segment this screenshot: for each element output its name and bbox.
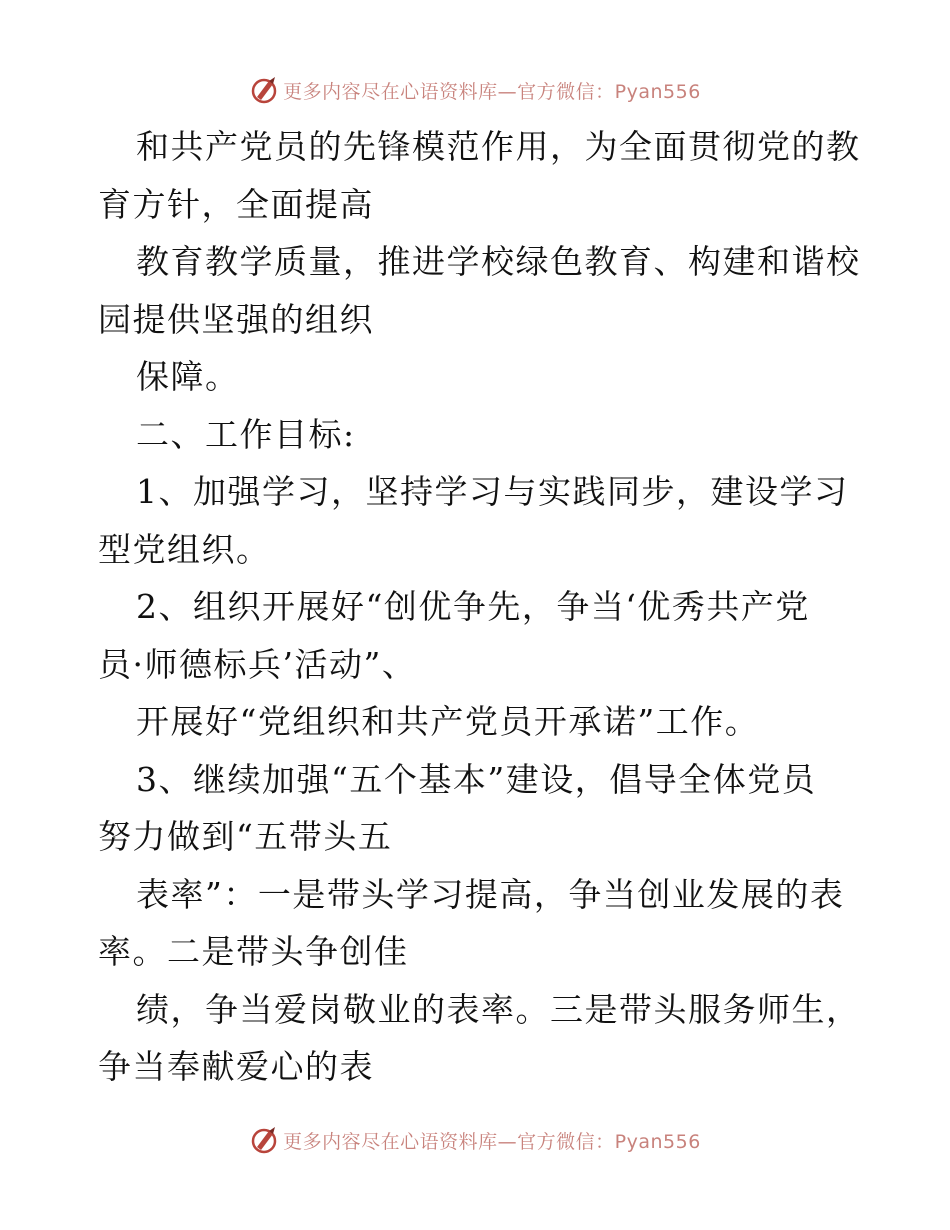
body-text-line: 率。二是带头争创佳 <box>98 932 409 971</box>
body-text-line: 二、工作目标: <box>136 414 356 454</box>
body-text-line: 保障。 <box>136 357 240 396</box>
pen-logo-icon <box>249 75 279 105</box>
header-watermark-text: 更多内容尽在心语资料库—官方微信：Pyan556 <box>283 80 701 103</box>
body-text-line: 园提供坚强的组织 <box>98 299 374 339</box>
document-body <box>98 118 861 1096</box>
body-text-line: 1、加强学习，坚持学习与实践同步，建设学习 <box>136 472 849 511</box>
body-text-line: 表率”：一是带头学习提高，争当创业发展的表 <box>136 874 845 914</box>
body-text-line: 和共产党员的先锋模范作用，为全面贯彻党的教 <box>136 127 861 166</box>
body-text-line: 教育教学质量，推进学校绿色教育、构建和谐校 <box>136 242 861 281</box>
pen-logo-icon <box>249 1125 279 1155</box>
body-text-line: 型党组织。 <box>98 529 271 569</box>
body-text-line: 育方针，全面提高 <box>98 184 374 224</box>
header-watermark <box>0 70 950 110</box>
body-text-line: 开展好“党组织和共产党员开承诺”工作。 <box>136 702 760 741</box>
footer-watermark-text: 更多内容尽在心语资料库—官方微信：Pyan556 <box>283 1130 701 1153</box>
body-text-line: 绩，争当爱岗敬业的表率。三是带头服务师生， <box>136 989 861 1029</box>
body-text-line: 3、继续加强“五个基本”建设，倡导全体党员 <box>136 759 817 799</box>
body-text-line: 员·师德标兵’活动”、 <box>98 644 417 684</box>
body-text-line: 努力做到“五带头五 <box>98 817 393 856</box>
footer-watermark <box>0 1120 950 1160</box>
body-text-line: 争当奉献爱心的表 <box>98 1047 374 1086</box>
body-text-line: 2、组织开展好“创优争先，争当‘优秀共产党 <box>136 587 810 626</box>
